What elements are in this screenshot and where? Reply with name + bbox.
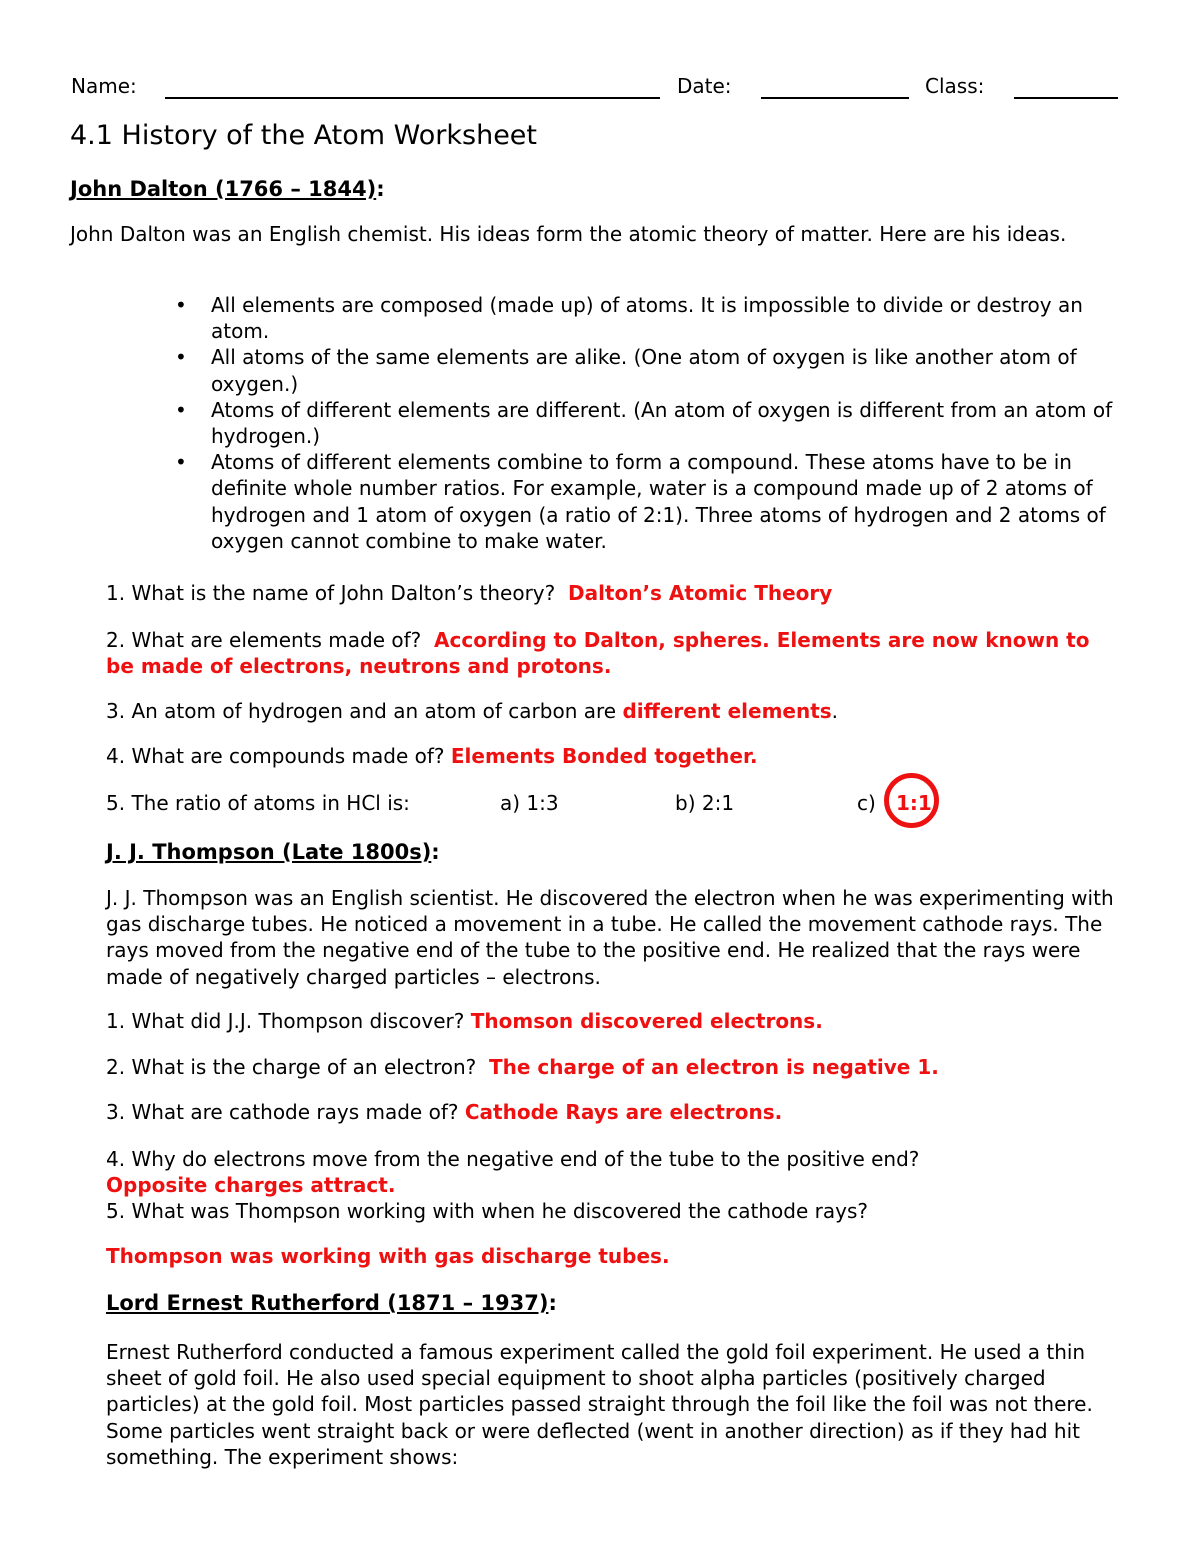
bullet-icon: • [175,293,187,317]
page-title: 4.1 History of the Atom Worksheet [70,120,538,151]
question-text: 2. What is the charge of an electron? [106,1055,477,1079]
answer-text: The charge of an electron is negative 1. [488,1055,939,1079]
bullet-text: All atoms of the same elements are alike. (One atom of oxygen is like another atom of oxygen.) [211,345,1077,396]
dalton-ideas-list [170,292,1130,554]
name-blank [165,97,660,99]
thompson-intro: J. J. Thompson was an English scientist. He discovered the electron when he was experimenting with gas discharge tubes. He noticed a movement in a tube. He called the movement cathode rays. The rays moved from the negative end of the tube to the positive end. He realized that the rays were made of negatively charged particles – electrons. [106,886,1114,989]
thompson-q5: 5. What was Thompson working with when he discovered the cathode rays? [106,1199,868,1223]
rutherford-intro: Ernest Rutherford conducted a famous experiment called the gold foil experiment. He used a thin sheet of gold foil. He also used special equipment to shoot alpha particles (positively charged particles) at the gold foil. Most particles passed straight through the foil like the foil was not there. Some particles went straight back or were deflected (went in another direction) as if they had hit something. The experiment shows: [106,1340,1093,1469]
answer-text: Dalton’s Atomic Theory [567,581,833,605]
answer-circle-mark [884,773,939,828]
question-text: 4. What are compounds made of? [106,744,445,768]
question-text: 3. An atom of hydrogen and an atom of carbon are [106,699,617,723]
thompson-q2 [106,1055,939,1079]
rutherford-heading-colon: : [548,1291,557,1315]
choice-a: a) 1:3 [500,791,559,815]
list-item [170,344,1130,396]
bullet-text: Atoms of different elements are different. (An atom of oxygen is different from an atom of hydrogen.) [211,397,1113,449]
rutherford-heading-line [106,1291,557,1315]
thompson-a5: Thompson was working with gas discharge tubes. [106,1244,670,1268]
answer-text: Cathode Rays are electrons. [464,1100,783,1124]
list-item [170,397,1130,449]
choice-c: c) [857,791,876,815]
question-text: 2. What are elements made of? [106,628,422,652]
date-label: Date: [677,74,732,98]
dalton-intro: John Dalton was an English chemist. His ideas form the atomic theory of matter. Here are his ideas. [70,222,1067,246]
bullet-text: All elements are composed (made up) of atoms. It is impossible to divide or destroy an atom. [211,293,1083,344]
thompson-heading-line [106,840,440,864]
choice-c-value: 1:1 [896,791,932,815]
class-blank [1014,97,1118,99]
thompson-q1 [106,1009,823,1033]
dalton-heading-colon: : [376,177,385,201]
list-item [170,449,1130,554]
thompson-q4: 4. Why do electrons move from the negative end of the tube to the positive end? [106,1147,920,1171]
rutherford-heading: Lord Ernest Rutherford (1871 – 1937) [106,1291,549,1315]
date-blank [761,97,909,99]
answer-text: Thomson discovered electrons. [470,1009,823,1033]
dalton-heading: John Dalton (1766 – 1844) [70,177,377,201]
choice-b: b) 2:1 [675,791,735,815]
thompson-heading: J. J. Thompson (Late 1800s) [106,840,432,864]
answer-text: According to Dalton, spheres. Elements are now known to be made of electrons, neutrons and protons. [106,628,1090,679]
dalton-q2 [106,627,1106,679]
class-label: Class: [925,74,985,98]
question-text: 3. What are cathode rays made of? [106,1100,459,1124]
bullet-icon: • [175,345,187,370]
bullet-icon: • [175,397,187,422]
dalton-heading-line [70,177,385,201]
bullet-icon: • [175,450,187,475]
thompson-q3 [106,1100,782,1124]
thompson-heading-colon: : [431,840,440,864]
answer-text: different elements [622,699,832,723]
question-text: 1. What did J.J. Thompson discover? [106,1009,465,1033]
dalton-q3 [106,699,838,723]
answer-text: Elements Bonded together. [450,744,758,768]
list-item [170,292,1130,344]
name-label: Name: [71,74,137,98]
thompson-a4: Opposite charges attract. [106,1173,396,1197]
question-text: 1. What is the name of John Dalton’s theory? [106,581,556,605]
question-text-end: . [831,699,839,723]
dalton-q4 [106,744,758,768]
bullet-text: Atoms of different elements combine to form a compound. These atoms have to be in definite whole number ratios. For example, water is a compound made up of 2 atoms of hydrogen and 1 atom of oxygen (a ratio of 2:1). Three atoms of hydrogen and 2 atoms of oxygen cannot combine to make water. [211,450,1106,553]
dalton-q1 [106,581,832,605]
dalton-q5: 5. The ratio of atoms in HCl is: [106,791,410,815]
